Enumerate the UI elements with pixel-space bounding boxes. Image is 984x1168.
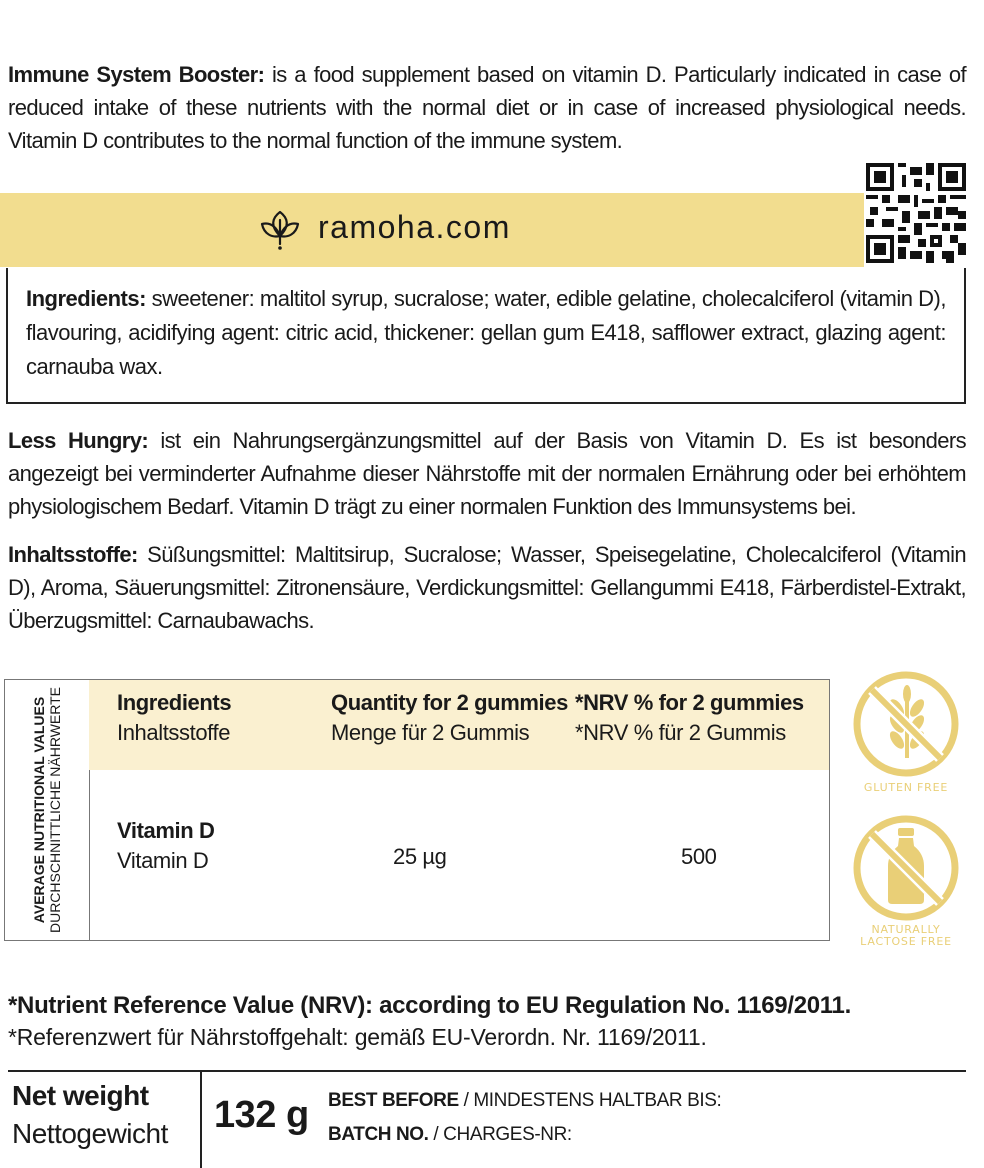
- net-weight-value: 132 g: [214, 1094, 309, 1136]
- gluten-free-label: GLUTEN FREE: [863, 781, 949, 794]
- batch-number: [328, 1124, 572, 1146]
- header-nrv-en: *NRV % for 2 gummies: [575, 690, 804, 715]
- row-name-de: Vitamin D: [117, 848, 209, 873]
- intro-text: is a food supplement based on vitamin D. Particularly indicated in case of reduced intake of these nutrients with the normal diet or in case of increased physiological needs. Vitamin D contributes to the normal function of the immune system.: [8, 62, 966, 153]
- ingredients-box: [6, 268, 966, 404]
- intro-paragraph: [8, 58, 966, 157]
- best-before-label: BEST BEFORE: [328, 1090, 459, 1111]
- ingredients-de-label: Inhaltsstoffe:: [8, 542, 138, 567]
- header-nrv: [575, 688, 804, 748]
- description-de: [8, 424, 966, 523]
- description-de-text: ist ein Nahrungsergänzungsmittel auf der Basis von Vitamin D. Es ist besonders angezeigt bei verminderter Aufnahme dieser Nährstoffe mit der normalen Ernährung oder bei erhöhtem physiologischem Bedarf. Vitamin D trägt zu einer normalen Funktion des Immunsystems bei.: [8, 428, 966, 519]
- header-nrv-de: *NRV % für 2 Gummis: [575, 720, 786, 745]
- gluten-free-badge: [848, 668, 964, 798]
- net-weight-divider: [200, 1072, 202, 1168]
- header-ingredients: [117, 688, 231, 748]
- brand-banner: [0, 193, 864, 267]
- ingredients-en-label: Ingredients:: [26, 286, 146, 311]
- qr-code-icon: [866, 163, 966, 263]
- nrv-note-en: *Nutrient Reference Value (NRV): according to EU Regulation No. 1169/2011.: [8, 992, 851, 1019]
- best-before-text: / MINDESTENS HALTBAR BIS:: [458, 1090, 722, 1111]
- wheat-crossed-icon: [848, 668, 964, 778]
- intro-label: Immune System Booster:: [8, 62, 265, 87]
- header-quantity-de: Menge für 2 Gummis: [331, 720, 530, 745]
- description-de-label: Less Hungry:: [8, 428, 149, 453]
- row-name-en: Vitamin D: [117, 818, 215, 843]
- lactose-free-badge: [848, 810, 964, 952]
- side-title-en: AVERAGE NUTRITIONAL VALUES: [31, 696, 47, 924]
- best-before: [328, 1090, 721, 1112]
- row-quantity: 25 µg: [393, 844, 447, 869]
- ingredients-de: [8, 538, 966, 637]
- ingredients-en-text: sweetener: maltitol syrup, sucralose; water, edible gelatine, cholecalciferol (vitamin D), flavouring, acidifying agent: citric acid, thickener: gellan gum E418, safflower extract, glazing agent: carnauba wax.: [26, 286, 946, 379]
- batch-label: BATCH NO.: [328, 1124, 429, 1145]
- bottom-divider: [8, 1070, 966, 1072]
- lactose-free-label-2: LACTOSE FREE: [860, 935, 952, 948]
- nrv-note-de: *Referenzwert für Nährstoffgehalt: gemäß EU-Verordn. Nr. 1169/2011.: [8, 1024, 707, 1050]
- net-weight-label-de: Nettogewicht: [12, 1118, 168, 1149]
- header-ingredients-en: Ingredients: [117, 690, 232, 715]
- net-weight-label-en: Net weight: [12, 1080, 149, 1111]
- row-vitamin-d-name: [117, 816, 214, 876]
- website-url: ramoha.com: [318, 209, 511, 245]
- header-quantity-en: Quantity for 2 gummies: [331, 690, 568, 715]
- nutrition-table: [4, 679, 830, 941]
- side-title-de: DURCHSCHNITTLICHE NÄHRWERTE: [47, 686, 63, 934]
- batch-text: / CHARGES-NR:: [428, 1124, 572, 1145]
- header-ingredients-de: Inhaltsstoffe: [117, 720, 231, 745]
- ingredients-de-text: Süßungsmittel: Maltitsirup, Sucralose; Wasser, Speisegelatine, Cholecalciferol (Vitamin D), Aroma, Säuerungsmittel: Zitronensäure, Verdickungsmittel: Gellangummi E418, Färberdistel-Extrakt, Überzugsmittel: Carnaubawachs.: [8, 542, 966, 633]
- leaf-logo-icon: [258, 208, 302, 252]
- milk-bottle-crossed-icon: [848, 810, 964, 922]
- ingredients-en: [26, 282, 946, 384]
- row-nrv: 500: [681, 844, 717, 869]
- lactose-free-label-1: NATURALLY: [871, 923, 941, 936]
- table-side-title: [5, 680, 90, 940]
- header-quantity: [331, 688, 568, 748]
